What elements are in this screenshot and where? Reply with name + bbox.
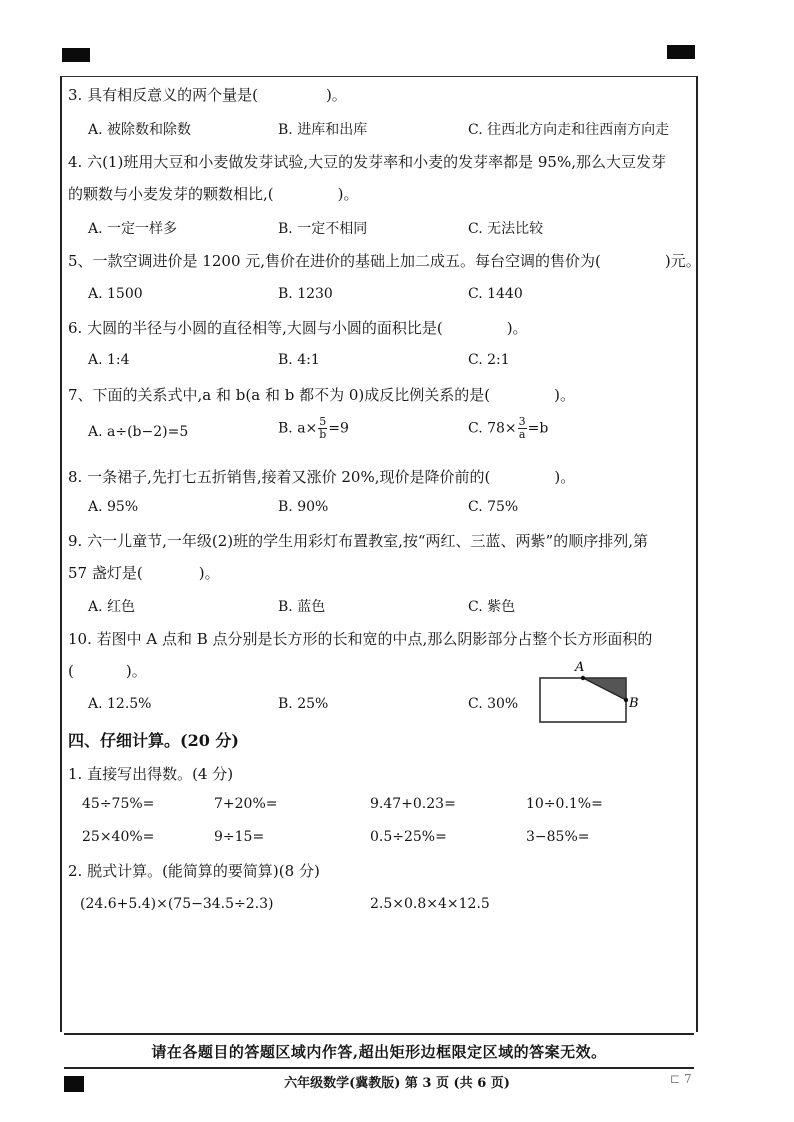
point-b <box>624 698 628 702</box>
option-b: B. a× $\frac{5}{b}$ =9 <box>278 415 349 441</box>
calc-item: 10÷0.1%= <box>526 796 603 812</box>
option-a: A. a÷(b−2)=5 <box>88 424 189 440</box>
option-c: C. 1440 <box>468 286 523 302</box>
section-title: 四、仔细计算。(20 分) <box>68 731 239 750</box>
option-c: C. 往西北方向走和往西南方向走 <box>468 122 670 138</box>
question-10-line1: 10. 若图中 A 点和 B 点分别是长方形的长和宽的中点,那么阴影部分占整个长方形面积的 <box>68 630 653 648</box>
option-a: A. 12.5% <box>88 696 152 712</box>
answer-area-notice: 请在各题目的答题区域内作答,超出矩形边框限定区域的答案无效。 <box>64 1033 694 1069</box>
option-a: A. 一定一样多 <box>88 221 178 237</box>
option-b: B. 25% <box>278 696 329 712</box>
option-a: A. 95% <box>88 499 139 515</box>
calc-item: 45÷75%= <box>82 796 155 812</box>
fraction: $\frac{5}{b}$ <box>319 415 327 441</box>
question-5: 5、一款空调进价是 1200 元,售价在进价的基础上加二成五。每台空调的售价为( )元。 <box>68 252 701 270</box>
option-c: C. 30% <box>468 696 519 712</box>
option-b: B. 90% <box>278 499 329 515</box>
corner-note: ⊏ 7 <box>670 1072 692 1086</box>
question-9-line2: 57 盏灯是( )。 <box>68 564 220 582</box>
question-10-line2: ( )。 <box>68 662 147 680</box>
registration-mark-top-left <box>62 48 90 62</box>
option-b: B. 一定不相同 <box>278 221 368 237</box>
option-b: B. 进库和出库 <box>278 122 368 138</box>
question-4-line2: 的颗数与小麦发芽的颗数相比,( )。 <box>68 185 359 203</box>
question-8: 8. 一条裙子,先打七五折销售,接着又涨价 20%,现价是降价前的( )。 <box>68 468 576 486</box>
question-6: 6. 大圆的半径与小圆的直径相等,大圆与小圆的面积比是( )。 <box>68 319 528 337</box>
option-b: B. 1230 <box>278 286 333 302</box>
calc-item: 9.47+0.23= <box>370 796 456 812</box>
label-b: B <box>629 696 639 711</box>
calc-item: 0.5÷25%= <box>370 829 447 845</box>
registration-mark-top-right <box>667 45 695 59</box>
option-a: A. 1:4 <box>88 352 130 368</box>
option-a: A. 红色 <box>88 599 136 615</box>
rectangle-figure <box>530 656 650 728</box>
question-7: 7、下面的关系式中,a 和 b(a 和 b 都不为 0)成反比例关系的是( )。 <box>68 386 575 404</box>
option-a: A. 被除数和除数 <box>88 122 192 138</box>
part1-title: 1. 直接写出得数。(4 分) <box>68 765 234 783</box>
option-c: C. 无法比较 <box>468 221 544 237</box>
option-c: C. 75% <box>468 499 519 515</box>
calc-item: 9÷15= <box>214 829 265 845</box>
calc-item: 7+20%= <box>214 796 278 812</box>
question-3: 3. 具有相反意义的两个量是( )。 <box>68 86 347 104</box>
page-footer: 六年级数学(冀教版) 第 3 页 (共 6 页) <box>284 1076 510 1091</box>
option-c: C. 2:1 <box>468 352 510 368</box>
calc-expression: 2.5×0.8×4×12.5 <box>370 896 490 912</box>
question-9-line1: 9. 六一儿童节,一年级(2)班的学生用彩灯布置教室,按“两红、三蓝、两紫”的顺序排列,第 <box>68 532 648 550</box>
option-b: B. 蓝色 <box>278 599 326 615</box>
option-a: A. 1500 <box>88 286 143 302</box>
option-c: C. 紫色 <box>468 599 516 615</box>
calc-item: 3−85%= <box>526 829 590 845</box>
question-3-stem: 3. 具有相反意义的两个量是( <box>68 86 258 104</box>
calc-expression: (24.6+5.4)×(75−34.5÷2.3) <box>80 896 274 912</box>
label-a: A <box>575 660 585 675</box>
option-c: C. 78× $\frac{3}{a}$ =b <box>468 415 549 441</box>
question-4-line1: 4. 六(1)班用大豆和小麦做发芽试验,大豆的发芽率和小麦的发芽率都是 95%,那么大豆发芽 <box>68 153 666 171</box>
calc-item: 25×40%= <box>82 829 155 845</box>
part2-title: 2. 脱式计算。(能简算的要简算)(8 分) <box>68 862 320 880</box>
point-a <box>581 676 585 680</box>
fraction: $\frac{3}{a}$ <box>518 415 526 441</box>
option-b: B. 4:1 <box>278 352 320 368</box>
